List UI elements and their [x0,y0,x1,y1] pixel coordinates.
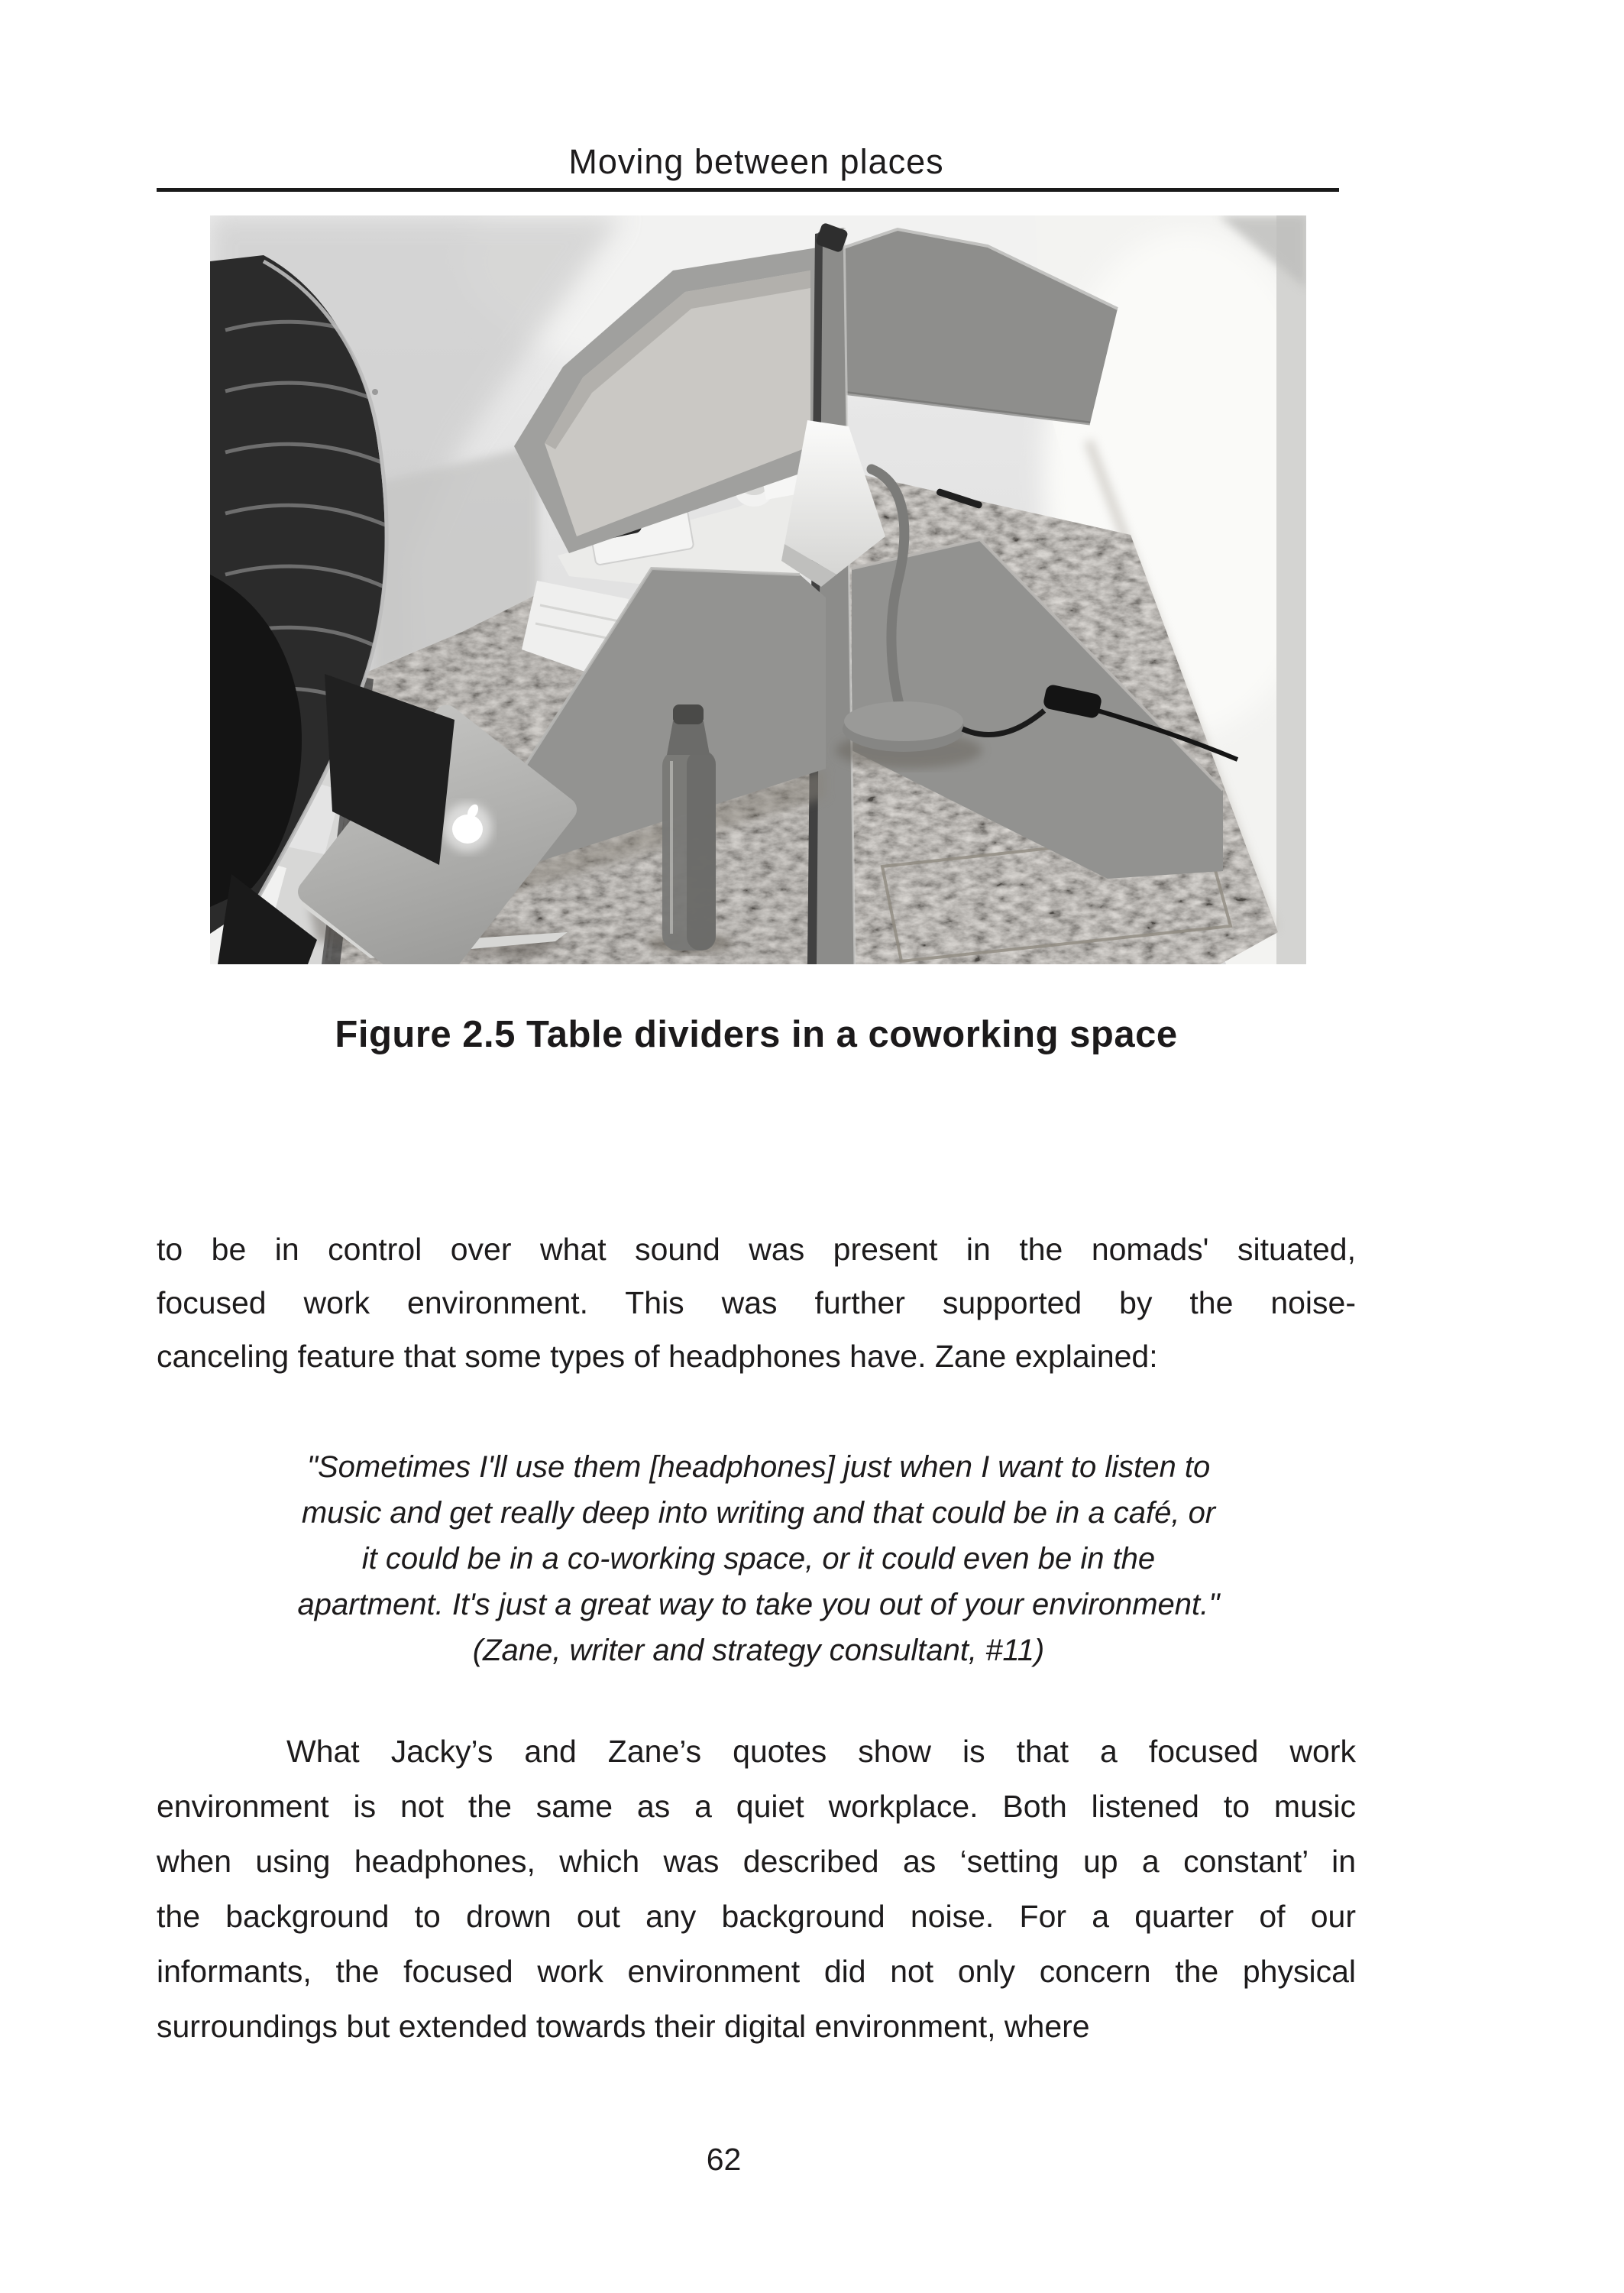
paragraph-2 [157,1724,1356,2054]
paragraph-1 [157,1223,1356,1383]
quote-line: apartment. It's just a great way to take you out of your environment." [297,1588,1220,1621]
body-line: informants, the focused work environment did not only concern the physical [157,1954,1356,1989]
body-line: canceling feature that some types of headphones have. Zane explained: [157,1339,1158,1374]
header-rule [157,188,1339,192]
bottle-cap [673,704,704,724]
wall-screw [372,389,378,395]
page-number: 62 [706,2142,742,2177]
figure-caption: Figure 2.5 Table dividers in a coworking space [335,1014,1178,1055]
body-line: environment is not the same as a quiet workplace. Both listened to music [157,1789,1356,1824]
quote-attribution: (Zane, writer and strategy consultant, #11) [472,1634,1045,1667]
coworking-photo-illustration [210,215,1306,964]
body-line: surroundings but extended towards their digital environment, where [157,2009,1090,2044]
body-line: to be in control over what sound was present in the nomads' situated, [157,1232,1356,1267]
block-quote [212,1444,1305,1673]
running-head: Moving between places [568,142,944,181]
wall-right-edge [1276,215,1306,964]
body-line: the background to drown out any background noise. For a quarter of our [157,1899,1356,1934]
lamp-base-top [844,701,963,741]
bottle-shading [687,750,716,951]
bottle-neck [667,721,710,755]
body-line: What Jacky’s and Zane’s quotes show is that a focused work [286,1734,1356,1769]
quote-line: it could be in a co-working space, or it could even be in the [361,1542,1156,1576]
quote-line: "Sometimes I'll use them [headphones] just when I want to listen to [306,1450,1211,1484]
body-line: focused work environment. This was further supported by the noise- [157,1285,1356,1320]
body-line: when using headphones, which was described as ‘setting up a constant’ in [157,1844,1356,1879]
figure-photo [210,215,1306,964]
quote-line: music and get really deep into writing and that could be in a café, or [301,1496,1216,1530]
